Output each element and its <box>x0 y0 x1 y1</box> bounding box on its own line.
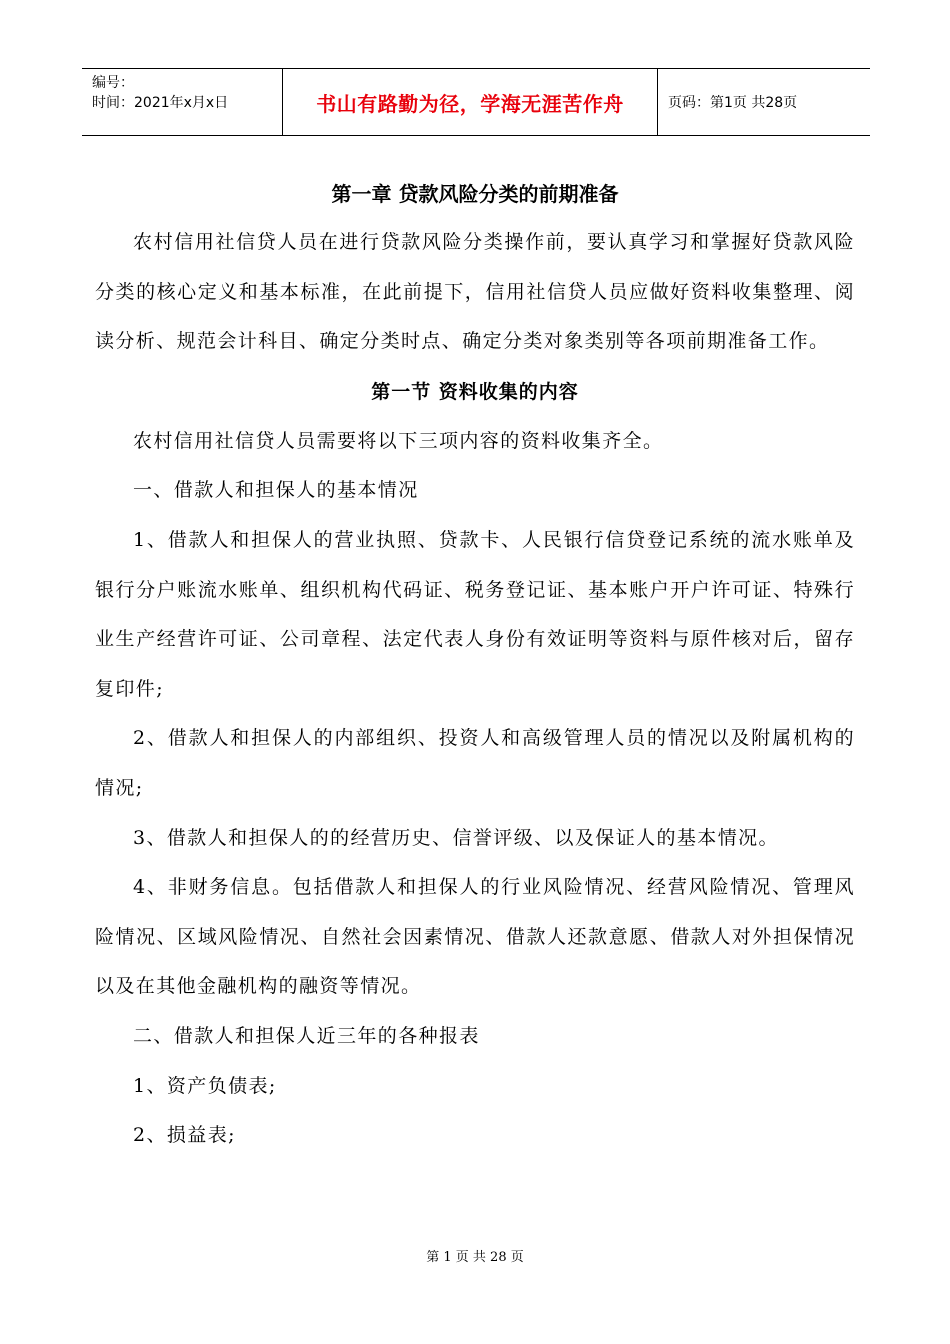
document-number-label: 编号： <box>92 75 134 91</box>
paragraph: 3、借款人和担保人的的经营历史、信誉评级、以及保证人的基本情况。 <box>133 826 779 849</box>
paragraph: 4、非财务信息。包括借款人和担保人的行业风险情况、经营风险情况、管理风险情况、区域风险情况、自然社会因素情况、借款人还款意愿、借款人对外担保情况以及在其他金融机构的融资等情况。 <box>95 876 855 998</box>
paragraph: 1、借款人和担保人的营业执照、贷款卡、人民银行信贷登记系统的流水账单及银行分户账流水账单、组织机构代码证、税务登记证、基本账户开户许可证、特殊行业生产经营许可证、公司章程、法定代表人身份有效证明等资料与原件核对后，留存复印件; <box>95 528 855 700</box>
intro-paragraph: 农村信用社信贷人员在进行贷款风险分类操作前，要认真学习和掌握好贷款风险分类的核心定义和基本标准，在此前提下，信用社信贷人员应做好资料收集整理、阅读分析、规范会计科目、确定分类时点、确定分类对象类别等各项前期准备工作。 <box>95 231 855 353</box>
paragraph-heading: 一、借款人和担保人的基本情况 <box>133 479 419 502</box>
header-page-info: 页码：第1页 共28页 <box>668 95 798 111</box>
header-meta <box>82 69 282 135</box>
header-motto-cell <box>282 69 658 135</box>
section-title: 第一节 资料收集的内容 <box>371 380 579 403</box>
paragraph: 2、借款人和担保人的内部组织、投资人和高级管理人员的情况以及附属机构的情况; <box>95 727 855 799</box>
page-footer: 第 1 页 共 28 页 <box>426 1250 524 1265</box>
paragraph-heading: 二、借款人和担保人近三年的各种报表 <box>133 1024 480 1047</box>
list-item: 2、损益表; <box>133 1124 236 1147</box>
list-item: 1、资产负债表; <box>133 1074 277 1097</box>
page-header <box>82 68 870 136</box>
header-page-info-cell <box>658 69 870 135</box>
document-date: 时间：2021年x月x日 <box>92 95 229 111</box>
paragraph: 农村信用社信贷人员需要将以下三项内容的资料收集齐全。 <box>133 429 664 452</box>
document-body <box>95 170 855 1161</box>
chapter-title: 第一章 贷款风险分类的前期准备 <box>331 182 619 206</box>
header-motto: 书山有路勤为径，学海无涯苦作舟 <box>316 91 624 116</box>
